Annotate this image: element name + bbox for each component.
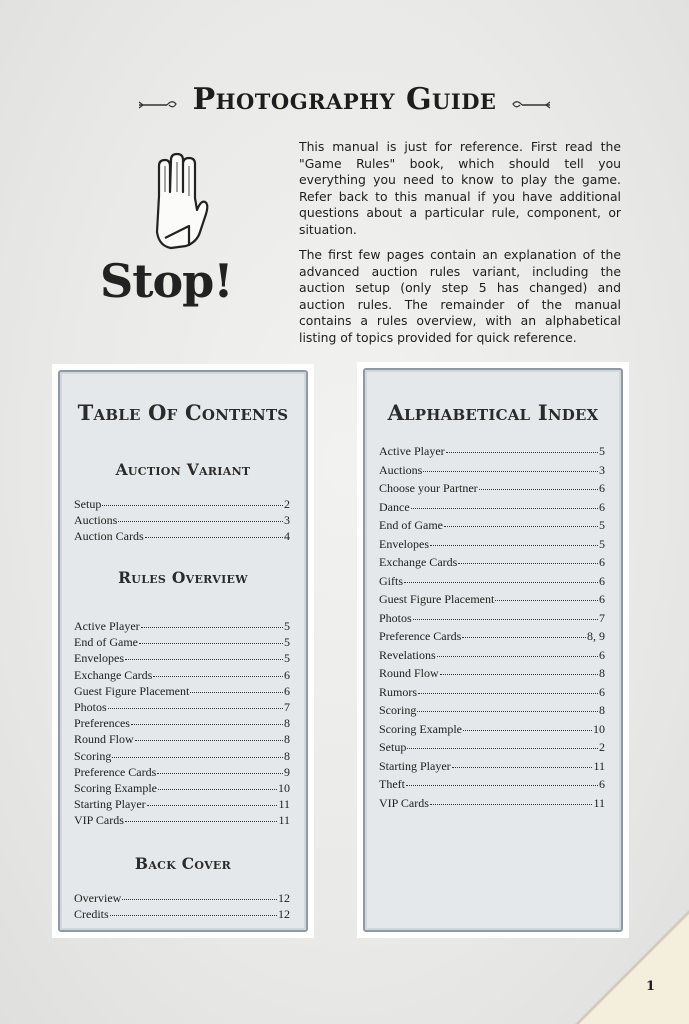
index-entry: Revelations 6 — [379, 647, 605, 662]
index-entry: Rumors 6 — [379, 684, 605, 699]
index-entry: Starting Player 11 — [379, 758, 605, 773]
raised-hand-icon — [145, 152, 209, 254]
toc-section-heading: Auction Variant — [115, 460, 251, 479]
index-entry: Photos 7 — [379, 610, 605, 625]
index-entry: Envelopes 5 — [379, 536, 605, 551]
index-list — [379, 442, 605, 812]
toc-entry: VIP Cards 11 — [74, 813, 290, 828]
toc-entry: Preferences 8 — [74, 716, 290, 731]
index-entry: Scoring 8 — [379, 703, 605, 717]
toc-section-list — [74, 890, 290, 922]
toc-entry: Photos 7 — [74, 700, 290, 715]
page-title: Photography Guide — [192, 82, 497, 117]
toc-panel — [52, 364, 314, 938]
page-number: 1 — [645, 979, 655, 994]
toc-entry: Exchange Cards 6 — [74, 667, 290, 682]
index-entry: Scoring Example 10 — [379, 721, 605, 736]
intro-paragraph-1: This manual is just for reference. First read the "Game Rules" book, which should tell you everything you need to know to play the game. Refer back to this manual if you have additional questions about a particular rule, component, or situation. — [299, 139, 621, 237]
left-flourish-icon — [137, 98, 181, 112]
toc-entry: Scoring 8 — [74, 748, 290, 763]
toc-section-heading: Rules Overview — [118, 568, 248, 587]
toc-entry: Auction Cards 4 — [74, 529, 290, 544]
toc-entry: Guest Figure Placement 6 — [74, 683, 290, 698]
toc-section-list — [74, 618, 290, 829]
toc-section-list — [74, 496, 290, 545]
stop-heading: Stop! — [100, 254, 233, 308]
index-entry: Setup 2 — [379, 740, 605, 754]
index-entry: End of Game 5 — [379, 518, 605, 532]
index-entry: Exchange Cards 6 — [379, 555, 605, 569]
intro-text — [299, 139, 621, 355]
toc-section-heading: Back Cover — [134, 854, 232, 873]
toc-entry: Auctions 3 — [74, 513, 290, 528]
toc-entry: Credits 12 — [74, 907, 290, 922]
index-title: Alphabetical Index — [387, 400, 599, 425]
index-entry: Round Flow 8 — [379, 666, 605, 680]
toc-entry: Preference Cards 9 — [74, 764, 290, 779]
index-entry: Active Player 5 — [379, 444, 605, 458]
toc-entry: Active Player 5 — [74, 619, 290, 633]
index-entry: Gifts 6 — [379, 573, 605, 588]
toc-entry: Round Flow 8 — [74, 732, 290, 747]
title-bar — [0, 82, 689, 117]
index-entry: VIP Cards 11 — [379, 795, 605, 810]
index-panel — [357, 362, 629, 938]
toc-entry: Starting Player 11 — [74, 797, 290, 812]
right-flourish-icon — [508, 98, 552, 112]
index-entry: Guest Figure Placement 6 — [379, 592, 605, 606]
toc-entry: Envelopes 5 — [74, 651, 290, 666]
index-entry: Dance 6 — [379, 499, 605, 514]
index-entry: Choose your Partner 6 — [379, 481, 605, 495]
toc-panel-frame — [58, 370, 308, 932]
index-entry: Preference Cards 8, 9 — [379, 629, 605, 643]
toc-entry: Scoring Example 10 — [74, 781, 290, 796]
toc-entry: Setup 2 — [74, 497, 290, 511]
toc-title: Table Of Contents — [77, 400, 289, 425]
toc-entry: End of Game 5 — [74, 635, 290, 650]
index-entry: Auctions 3 — [379, 462, 605, 477]
toc-entry: Overview 12 — [74, 891, 290, 905]
index-panel-frame — [363, 368, 623, 932]
intro-paragraph-2: The first few pages contain an explanation of the advanced auction rules variant, including the auction setup (only step 5 has changed) and auction rules. The remainder of the manual contains a rules overview, with an alphabetical listing of topics provided for quick reference. — [299, 247, 621, 345]
index-entry: Theft 6 — [379, 777, 605, 791]
